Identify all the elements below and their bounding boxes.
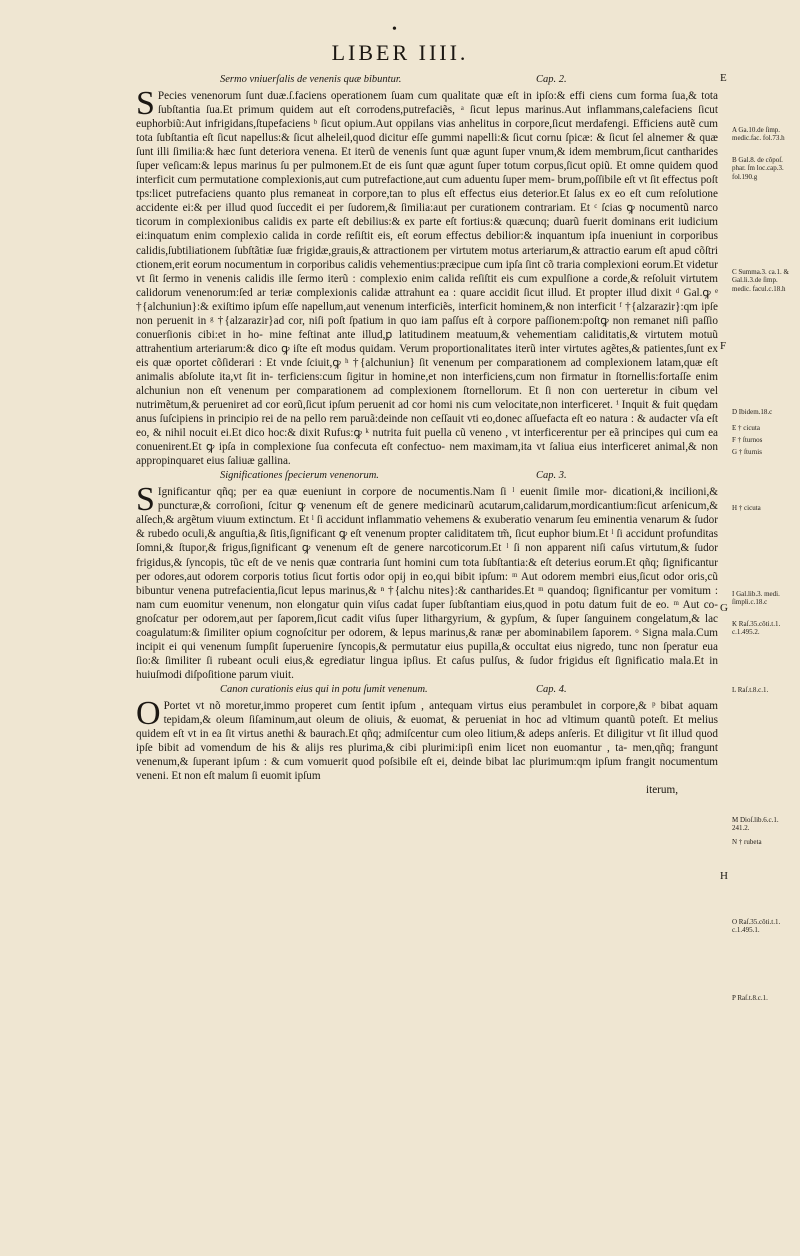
drop-cap-3: O <box>136 694 161 732</box>
margin-letter: F <box>720 340 727 352</box>
section-paragraph-2 <box>136 481 718 682</box>
section-paragraph-3 <box>136 694 718 783</box>
header-bullet: • <box>392 22 397 37</box>
margin-note: C Summa.3. ca.1. & Gal.li.3.de ſimp. medic. facul.c.18.h <box>732 268 789 293</box>
margin-note: P Raſ.t.8.c.1. <box>732 994 768 1002</box>
margin-note: F † ſturnos <box>732 436 763 444</box>
margin-note: M Dioſ.lib.6.c.1. 241.2. <box>732 816 779 833</box>
margin-section-letters <box>720 72 732 1252</box>
margin-letter: G <box>720 602 728 614</box>
margin-note: D Ibidem.18.c <box>732 408 773 416</box>
margin-note: A Ga.10.de ſimp. medic.fac. fol.73.h <box>732 126 785 143</box>
margin-note: G † ſturnis <box>732 448 762 456</box>
margin-note: K Raſ.35.cõti.t.1. c.1.495.2. <box>732 620 781 637</box>
section-heading-2 <box>136 469 718 483</box>
section-text-2: Ignificantur qñq; per ea quæ eueniunt in corpore de nocumentis.Nam ſi ˡ euenit ſimile mor- dicationi,& incilioni,& puncturæ,& corroſioni, ſcitur ꝙ venenum eſt de genere medicinarũ acutarum,calidarum,mordicantium:ſicut arſenicum,& alſech,& argẽtum viuum extinctum. Et ˡ ſi accidunt inflammatio vehemens & exuberatio venarum ſeu eminentia venarum & ſudor & rubedo oculi,& anguſtia,& ſitis,ſignificant ꝙ eſt venenum propter caliditatem tm̃, ſicut euphor bium.Et ˡ ſi accidunt profunditas ſomni,& ſtupor,& frigus,ſignificant ꝙ venenum eſt de genere narcoticorum.Et ˡ ſi non apparent niſi caſus virtutum,& ſudor frigidus,& ſyncopis, tũc eſt de ve nenis quæ contraria ſunt homini cum tota ſubſtantia:& eſt deterius eorum.Et qñq; ſignificantur per odores,aut odorem corporis totius ſicut fortis odor opij in eo,qui bibit ipſum: ᵐ Aut odorem membri eius,ſicut odor oris,cũ bibuntur venena putrefacientia,ſicut lepus marinus,& ⁿ †{alchu nites}:& cantharides.Et ᵐ quandoq; ſignificantur per vomitum : nam cum euomitur venenum, non elongatur quin viſus cadat ſuper ſubſtantiam eius,quod in potu datum fuit de eo. ᵐ Aut co- gnoſcatur per odorem,aut per ſaporem,ſicut cadit viſus ſuper lithargyrium, & gypſum, & ſuper ſanguinem congelatum,& lac coagulatum:& ſimiliter opium cognoſcitur per odorem, & lepus marinus,& ranæ per abominabilem ſaporem. ᵒ Signa mala.Cum incipit ei qui venenum ſumpſit ſuperuenire ſyncopis,& permutatur eius pupilla,& occultat eius nigredo, tunc non ſperatur eua ſio:& ſimiliter ſi rubeant oculi eius,& egrediatur lingua ipſius. Et caſus pulſus, & ſudor frigidus eſt ſignificatio mala.Et in huiuſmodi diſpoſitione parum viuit. <box>136 486 718 681</box>
section-title-1: Sermo vniuerſalis de venenis quæ bibuntur. <box>220 74 402 85</box>
catchword: iterum, <box>645 784 678 797</box>
chapter-number-3: Cap. 4. <box>536 683 567 695</box>
margin-note: I Gal.lib.3. medi. ſimpli.c.18.c <box>732 590 780 607</box>
main-text <box>136 72 718 797</box>
margin-note: H † cicuta <box>732 504 761 512</box>
section-title-3: Canon curationis eius qui in potu ſumit venenum. <box>220 683 428 695</box>
margin-note: O Raſ.35.cõti.t.1. c.1.495.1. <box>732 918 781 935</box>
margin-note: L Raſ.t.8.c.1. <box>732 686 769 694</box>
chapter-number-2: Cap. 3. <box>536 470 567 482</box>
drop-cap-1: S <box>136 85 155 122</box>
section-text-3: Portet vt nõ moretur,immo properet cum ſentit ipſum , antequam virtus eius perambulet in corpore,& ᵖ bibat aquam tepidam,& oleum ſiſaminum,aut oleum de oliuis, & euomat, & perueniat in hoc ad vltimum quantũ poteſt. Et melius quidem eſt vt in ea ſit virtus anethi & baurach.Et qñq; admiſcentur cum oleo litium,& adeps anſeris. Et diligitur vt ſit illud quod ipſe bibit ad vomendum de his & alijs res plurima,& cibi plurimi:ipſi enim licet non euomantur , ta- men,qñq; frangunt venenum,& ſuperant ipſum : & cum vomuerit quod poſsibile eſt ei, deinde bibat lac plurimum:qm ipſum frangit nocumentum veneni. Et non eſt malum ſi euomit ipſum <box>136 699 718 783</box>
section-heading-3 <box>136 683 718 697</box>
section-text-1: Pecies venenorum ſunt duæ.ſ.faciens operationem ſuam cum qualitate quæ eſt in ipſo:& effi ciens cum forma ſua,& tota ſubſtantia ſua.Et primum quidem aut eſt corrodens,putrefaciẽs, ᵃ ſicut lepus marinus.Aut inflammans,calefaciens ſicut euphorbiũ:Aut infrigidans,ſtupefaciens ᵇ ſicut opium.Aut oppilans vias anhelitus in corpore,ſicut merdafengi. Efficiens autẽ cum tota ſubſtantia eſt ſicut napellus:& ſicut alheleil,quod dicitur eſſe gummi napelli:& ſicut cornu ſpicæ: & ſicut ſel alnemer & quæ ſunt illi ſimilia:& hæc ſunt deteriora venena. Et iterũ de venenis ſunt quæ agunt ſuper vnum,& idem membrum,ſicut cantharides ſuper veſicam:& lepus marinus ſu per pulmonem.Et de eis ſunt quæ agunt ſuper totum corpus,ſicut opiũ. Et omne quidem quod interficit cum permutatione complexionis,aut cum putrefactione,aut cum aduentu ſuper mem- brum,poſſibile eſt vt ſit effectus poſt tps:licet putrefaciens quanto plus remaneat in corpore,tan to plus eſt effectus eius deterior.Et ſalus ex eo eſt cum reſolutione accidente ei:& per illud quod ſuccedit ei per ſudorem,& ſimilia:aut per curationem contrariam. Et ᶜ ſcias ꝙ nocumentũ narco ticorum in complexionibus calidis ex parte eſt debilius:& ex parte eſt fortius:& quæcunq; duarũ fuerit dominans erit iudicium ei:inquatum enim complexio calida in corde reſiſtit eis, eſt eorum effectus debilior:& inquantum ipſa inueniunt in corporibus calidis,ſubtiliationem ſubſtãtiæ ſuæ frigidæ,grauis,& attractionem per virtutem motus arteriarum,& attractio earum eſt apud cõſtri ctionem,erit eorum nocumentum in corporibus calidis vehementius:præcipue cum ipſa ſint cõ traria complexioni eorum.Et videtur vt ſit ſermo in venenis calidis ille ſermo iterũ : complexio enim calida reſiſtit eis cum expulſione a corde,& reſoluit virtutem calidorum venenorum:ſed ar teriæ complexionis calidæ attrahunt ea : quare accidit ſicut illud. Et propter illud dixit ᵈ Gal.ꝙ ᵉ †{alchuniun}:& exiſtimo ipſum eſſe napellum,aut venenum interficiẽs, interficit hominem,& non interficit ᶠ †{alzarazir}:qm ipſe non peruenit in ᵍ †{alzarazir}ad cor, niſi poſt ſpatium in quo iam paſſus eſt à corpore paſſionem:poſtꝙ non remanet niſi paſſio conuerſionis cibi:et in ho- mine feſtinat ante illud,ꝑ latitudinem meatuum,& vehementiam caliditatis,& virtutem motuũ attrahentium arteriarum:& dico ꝙ iſte eſt modus quidam. Verum proportionalitates iterũ inter virtutes agẽtes,& patientes,ſunt ex eis quæ oportet cõſiderari : Et vnde ſciuit,ꝙ ʰ †{alchuniun} ſit venenum per comparationem ad complexionem latam,quæ eſt animalis abſolute ita,vt ſit in- terficiens:cum ſigitur in homine,et non interficiens,cum non firmatur in ſtornellis:fortaſſe enim alchuniun non eſt venenum per comparationem ad complexionem ſtornellorum. Et ſi non con uerteretur in cibum vel nutrimẽtum,& perueniret ad cor eorũ,ſicut ipſum peruenit ad cor homi nis cum velocitate,non interficeret. ⁱ Inquit & fuit quędam anus ſuſcipiens in principio rei de na pello rem paruã:deinde non ceſſauit vti eo,donec aſſuefacta eſt eo natura : & audacter vſa eſt eo, & nihil nocuit ei.Et dico hoc:& dixit Rufus:ꝙ ᵏ nutrita fuit puella cũ veneno , vt interficerentur per eã principes qui cum ea conuenirent.Et ꝙ ipſa in complexione ſua confecuta eſt confectuo- nem maximam,ita vt ſaliua eius interficeret animal,& non appropinquaret eius ſaliuæ gallina. <box>136 90 718 468</box>
running-title: LIBER IIII. <box>331 40 469 65</box>
margin-note: B Gal.8. de cõpoſ. phar. ſm loc.cap.3. fol.190.g <box>732 156 784 181</box>
section-title-2: Significationes ſpecierum venenorum. <box>220 470 379 482</box>
margin-note: E † cicuta <box>732 424 760 432</box>
section-paragraph-1 <box>136 85 718 468</box>
margin-notes <box>732 72 796 1252</box>
margin-letter: H <box>720 870 728 882</box>
catchword-line <box>136 783 718 797</box>
chapter-number-1: Cap. 2. <box>536 74 567 85</box>
section-heading-1 <box>136 73 718 87</box>
margin-note: N † rubeta <box>732 838 762 846</box>
drop-cap-2: S <box>136 481 155 519</box>
margin-letter: E <box>720 72 727 84</box>
